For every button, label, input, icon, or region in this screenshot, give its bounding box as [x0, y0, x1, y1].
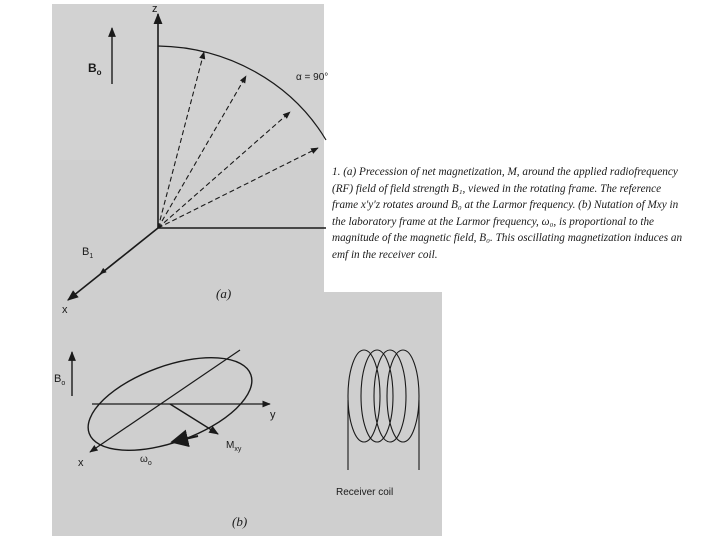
figure-panel-band-top	[52, 4, 324, 160]
figure-caption: 1. (a) Precession of net magnetization, M, around the applied radiofrequency (RF) field of field strength B₁, viewed in the rotating frame. The reference frame x′y′z rotates around B₀ at the Larmor frequency. (b) Nutation of Mxy in the laboratory frame at the Larmor frequency, ω₀, is proportional to the magnitude of the magnetic field, B₀. This oscillating magnetization induces an emf in the receiver coil.	[326, 160, 690, 292]
panel-label-a: (a)	[216, 286, 232, 301]
x-axis-label-a: x	[62, 304, 68, 316]
x-axis-label-b: x	[78, 457, 84, 469]
mxy-label: $M_{xy}$	[226, 440, 242, 453]
omega-label: $\omega_o$	[140, 454, 152, 467]
figure-panel-extension	[324, 292, 442, 536]
b0-label-b: $B_o$	[54, 373, 66, 387]
receiver-coil-label: Receiver coil	[336, 487, 394, 498]
angle-label: α = 90°	[296, 72, 329, 83]
b1-label: $B_1$	[82, 246, 94, 260]
b0-label-a: $B_o$	[88, 61, 102, 77]
y-axis-label-b: y	[270, 409, 276, 421]
z-axis-label: z	[152, 3, 158, 15]
panel-label-b: (b)	[232, 514, 248, 529]
